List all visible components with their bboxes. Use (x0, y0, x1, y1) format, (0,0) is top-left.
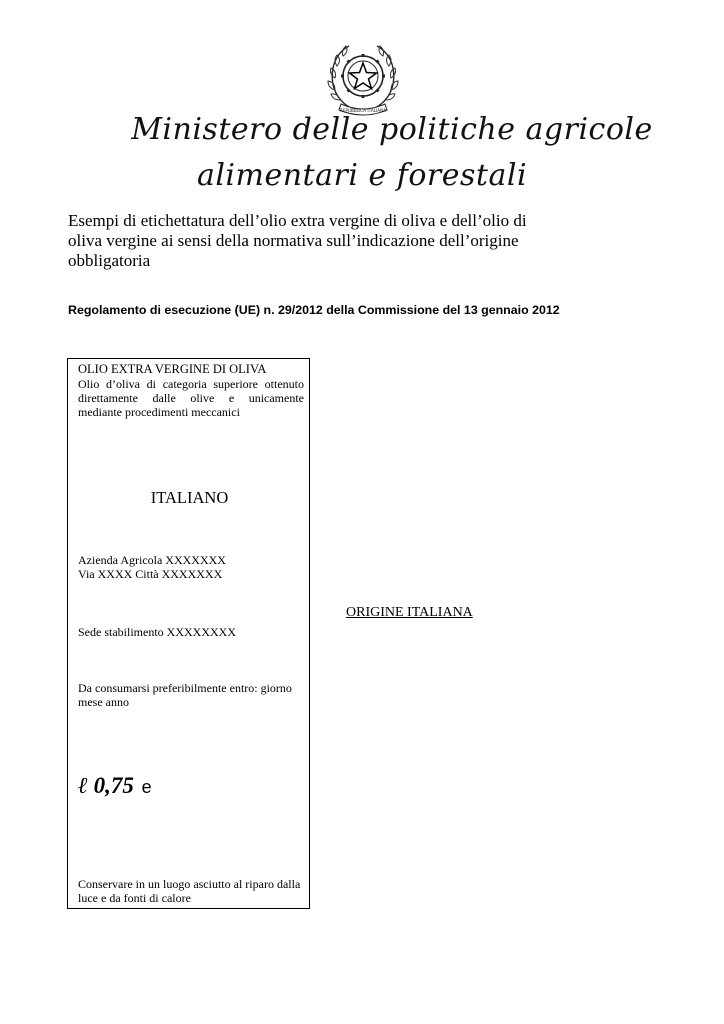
label-company (78, 553, 304, 581)
document-intro: Esempi di etichettatura dell’olio extra vergine di oliva e dell’olio di oliva vergine ai sensi della normativa sull’indicazione dell’origine obbligatoria (68, 211, 527, 270)
label-best-before: Da consumarsi preferibilmente entro: giorno mese anno (78, 681, 292, 709)
origin-statement: ORIGINE ITALIANA (346, 605, 473, 620)
regulation-reference: Regolamento di esecuzione (UE) n. 29/2012 della Commissione del 13 gennaio 2012 (68, 303, 560, 317)
label-product-title: OLIO EXTRA VERGINE DI OLIVA (78, 362, 267, 376)
label-storage-instructions: Conservare in un luogo asciutto al riparo dalla luce e da fonti di calore (78, 877, 301, 905)
republic-emblem-icon (323, 38, 403, 118)
ministry-name-line1: Ministero delle politiche agricole (131, 112, 653, 147)
label-origin-mention: ITALIANO (150, 488, 229, 507)
label-company-name: Azienda Agricola XXXXXXX (78, 553, 226, 567)
label-product-description: Olio d’oliva di categoria superiore ottenuto direttamente dalle olive e unicamente mediante procedimenti meccanici (78, 377, 304, 419)
svg-text:REPUBBLICA ITALIANA: REPUBBLICA ITALIANA (339, 108, 387, 113)
ministry-name-line2: alimentari e forestali (196, 158, 528, 193)
label-volume (78, 772, 304, 801)
label-company-address: Via XXXX Città XXXXXXX (78, 567, 223, 581)
estimated-sign: e (141, 777, 152, 797)
label-example-box (67, 358, 310, 909)
label-volume-value: ℓ 0,75 (78, 773, 134, 798)
label-production-site: Sede stabilimento XXXXXXXX (78, 625, 236, 639)
